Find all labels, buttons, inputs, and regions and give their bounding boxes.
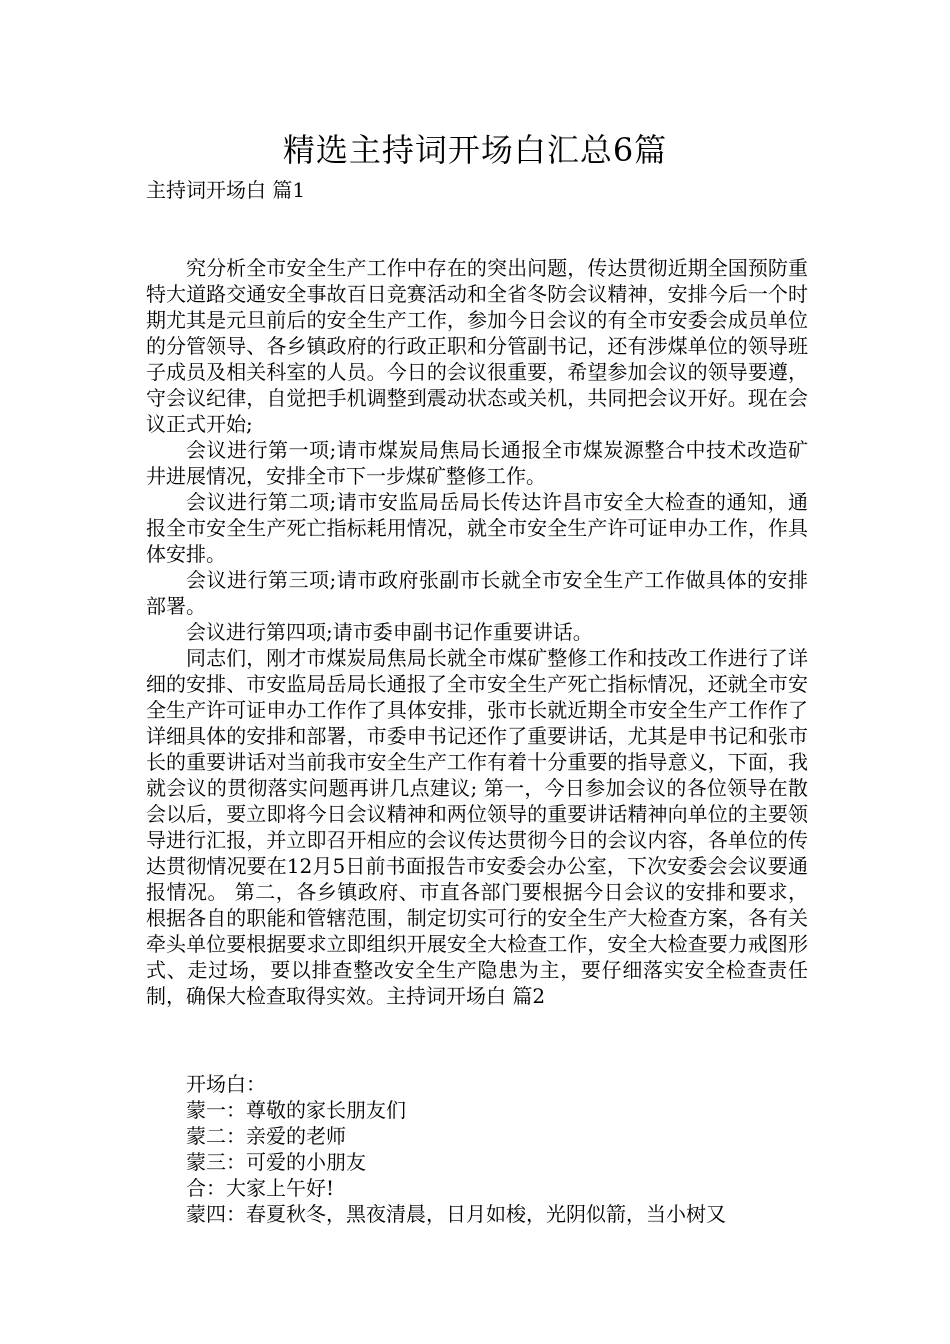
dialog-line: 蒙四：春夏秋冬，黑夜清晨，日月如梭，光阴似箭，当小树又 <box>186 1202 726 1226</box>
dialog-line: 蒙一：尊敬的家长朋友们 <box>186 1098 406 1122</box>
document-title: 精选主持词开场白汇总6篇 <box>282 131 668 169</box>
body-paragraph: 究分析全市安全生产工作中存在的突出问题，传达贯彻近期全国预防重特大道路交通安全事故百日竞赛活动和全省冬防会议精神，安排今后一个时期尤其是元旦前后的安全生产工作，参加今日会议的有全市安委会成员单位的分管领导、各乡镇政府的行政正职和分管副书记，还有涉煤单位的领导班子成员及相关科室的人员。今日的会议很重要，希望参加会议的领导要遵，守会议纪律，自觉把手机调整到震动状态或关机，共同把会议开好。现在会议正式开始; <box>146 256 808 436</box>
section-1-heading: 主持词开场白 篇1 <box>146 178 306 202</box>
dialog-line: 蒙三：可爱的小朋友 <box>186 1150 366 1174</box>
dialog-line: 合：大家上午好! <box>186 1176 335 1200</box>
dialog-line: 蒙二：亲爱的老师 <box>186 1124 346 1148</box>
section-2-dialog <box>146 1071 808 1227</box>
body-paragraph-closing <box>146 645 808 1009</box>
body-paragraph: 会议进行第二项;请市安监局岳局长传达许昌市安全大检查的通知，通报全市安全生产死亡指标耗用情况，就全市安全生产许可证申办工作，作具体安排。 <box>146 490 808 566</box>
body-paragraph: 会议进行第一项;请市煤炭局焦局长通报全市煤炭源整合中技术改造矿井进展情况，安排全市下一步煤矿整修工作。 <box>146 438 808 488</box>
body-paragraph: 会议进行第四项;请市委申副书记作重要讲话。 <box>186 620 593 644</box>
body-paragraph: 会议进行第三项;请市政府张副市长就全市安全生产工作做具体的安排部署。 <box>146 568 808 618</box>
section-2-heading: 主持词开场白 篇2 <box>386 984 546 1008</box>
dialog-line: 开场白： <box>186 1072 266 1096</box>
closing-text: 同志们，刚才市煤炭局焦局长就全市煤矿整修工作和技改工作进行了详细的安排、市安监局岳局长通报了全市安全生产死亡指标情况，还就全市安全生产许可证申办工作作了具体安排，张市长就近期全市安全生产工作作了详细具体的安排和部署，市委申书记还作了重要讲话，尤其是申书记和张市长的重要讲话对当前我市安全生产工作有着十分重要的指导意义，下面，我就会议的贯彻落实问题再讲几点建议; 第一，今日参加会议的各位领导在散会以后，要立即将今日会议精神和两位领导的重要讲话精神向单位的主要领导进行汇报，并立即召开相应的会议传达贯彻今日的会议内容，各单位的传达贯彻情况要在12月5日前书面报告市安委会办公室，下次安委会会议要通报情况。 第二，各乡镇政府、市直各部门要根据今日会议的安排和要求，根据各自的职能和管辖范围，制定切实可行的安全生产大检查方案，各有关牵头单位要根据要求立即组织开展安全大检查工作，安全大检查要力戒图形式、走过场，要以排查整改安全生产隐患为主，要仔细落实安全检查责任制，确保大检查取得实效。 <box>146 646 808 1008</box>
section-1-body <box>146 255 808 1009</box>
